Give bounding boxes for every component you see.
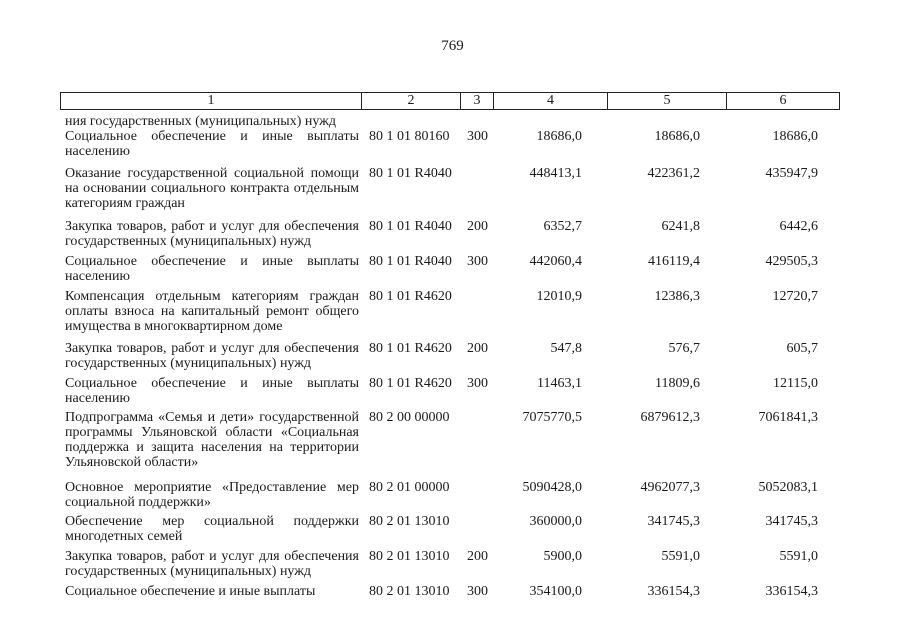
header-col-5: 5 — [663, 93, 671, 108]
row-value-4: 18686,0 — [536, 129, 582, 144]
page-number: 769 — [441, 38, 464, 54]
row-value-4: 448413,1 — [529, 166, 582, 181]
row-value-5: 576,7 — [668, 341, 700, 356]
row-value-4: 12010,9 — [536, 289, 582, 304]
row-name: Оказание государственной социальной помощи на основании социального контракта отдельным категориям граждан — [65, 166, 359, 211]
row-name: Социальное обеспечение и иные выплаты населению — [65, 376, 359, 406]
header-col-3: 3 — [473, 93, 481, 108]
row-value-5: 6241,8 — [661, 219, 700, 234]
header-col-4: 4 — [547, 93, 554, 108]
row-code: 80 2 01 13010 — [369, 584, 450, 599]
row-name: Обеспечение мер социальной поддержки многодетных семей — [65, 514, 359, 544]
row-value-4: 6352,7 — [543, 219, 582, 234]
row-value-4: 5090428,0 — [522, 480, 582, 495]
row-value-5: 12386,3 — [654, 289, 700, 304]
row-code: 80 2 00 00000 — [369, 410, 450, 425]
row-value-5: 416119,4 — [648, 254, 700, 269]
row-name: Социальное обеспечение и иные выплаты — [65, 584, 316, 599]
row-value-4: 7075770,5 — [522, 410, 582, 425]
row-code: 80 1 01 R4620 — [369, 376, 452, 391]
row-name: Социальное обеспечение и иные выплаты населению — [65, 129, 359, 159]
row-value-5: 422361,2 — [647, 166, 700, 181]
row-value-4: 11463,1 — [537, 376, 582, 391]
row-value-6: 5052083,1 — [758, 480, 818, 495]
row-value-5: 4962077,3 — [640, 480, 700, 495]
row-value-5: 18686,0 — [654, 129, 700, 144]
row-value-4: 354100,0 — [529, 584, 582, 599]
row-value-4: 442060,4 — [529, 254, 582, 269]
row-vr: 300 — [467, 376, 488, 391]
row-code: 80 1 01 80160 — [369, 129, 450, 144]
row-value-6: 7061841,3 — [758, 410, 818, 425]
row-value-4: 547,8 — [550, 341, 582, 356]
row-code: 80 2 01 13010 — [369, 514, 450, 529]
row-name: Закупка товаров, работ и услуг для обеспечения государственных (муниципальных) нужд — [65, 549, 359, 579]
row-name: Социальное обеспечение и иные выплаты населению — [65, 254, 359, 284]
row-name: Компенсация отдельным категориям граждан оплаты взноса на капитальный ремонт общего имущества в многоквартирном доме — [65, 289, 359, 334]
row-code: 80 1 01 R4620 — [369, 341, 452, 356]
row-vr: 300 — [467, 254, 488, 269]
row-code: 80 1 01 R4040 — [369, 219, 452, 234]
row-code: 80 1 01 R4040 — [369, 166, 452, 181]
row-code: 80 1 01 R4620 — [369, 289, 452, 304]
row-vr: 200 — [467, 219, 488, 234]
row-value-6: 12115,0 — [773, 376, 818, 391]
row-name: Закупка товаров, работ и услуг для обеспечения государственных (муниципальных) нужд — [65, 219, 359, 249]
row-value-6: 6442,6 — [779, 219, 818, 234]
row-name: Основное мероприятие «Предоставление мер социальной поддержки» — [65, 480, 359, 510]
continuation-text: ния государственных (муниципальных) нужд — [65, 114, 336, 129]
row-value-5: 11809,6 — [655, 376, 700, 391]
row-code: 80 2 01 13010 — [369, 549, 450, 564]
row-vr: 300 — [467, 584, 488, 599]
row-value-6: 435947,9 — [765, 166, 818, 181]
row-code: 80 1 01 R4040 — [369, 254, 452, 269]
row-code: 80 2 01 00000 — [369, 480, 450, 495]
row-value-5: 6879612,3 — [640, 410, 700, 425]
row-value-5: 336154,3 — [647, 584, 700, 599]
row-value-6: 429505,3 — [765, 254, 818, 269]
header-col-1: 1 — [207, 93, 215, 108]
row-value-4: 360000,0 — [529, 514, 582, 529]
row-value-6: 341745,3 — [765, 514, 818, 529]
row-value-6: 5591,0 — [779, 549, 818, 564]
row-vr: 200 — [467, 341, 488, 356]
row-vr: 200 — [467, 549, 488, 564]
row-name: Подпрограмма «Семья и дети» государственной программы Ульяновской области «Социальная поддержка и защита населения на территории Ульяновской области» — [65, 410, 359, 470]
header-col-2: 2 — [407, 93, 415, 108]
row-value-4: 5900,0 — [543, 549, 582, 564]
row-value-6: 336154,3 — [765, 584, 818, 599]
row-value-5: 5591,0 — [661, 549, 700, 564]
row-vr: 300 — [467, 129, 488, 144]
row-value-6: 18686,0 — [772, 129, 818, 144]
row-value-6: 12720,7 — [772, 289, 818, 304]
header-col-6: 6 — [779, 93, 787, 108]
row-value-6: 605,7 — [786, 341, 818, 356]
row-value-5: 341745,3 — [647, 514, 700, 529]
row-name: Закупка товаров, работ и услуг для обеспечения государственных (муниципальных) нужд — [65, 341, 359, 371]
